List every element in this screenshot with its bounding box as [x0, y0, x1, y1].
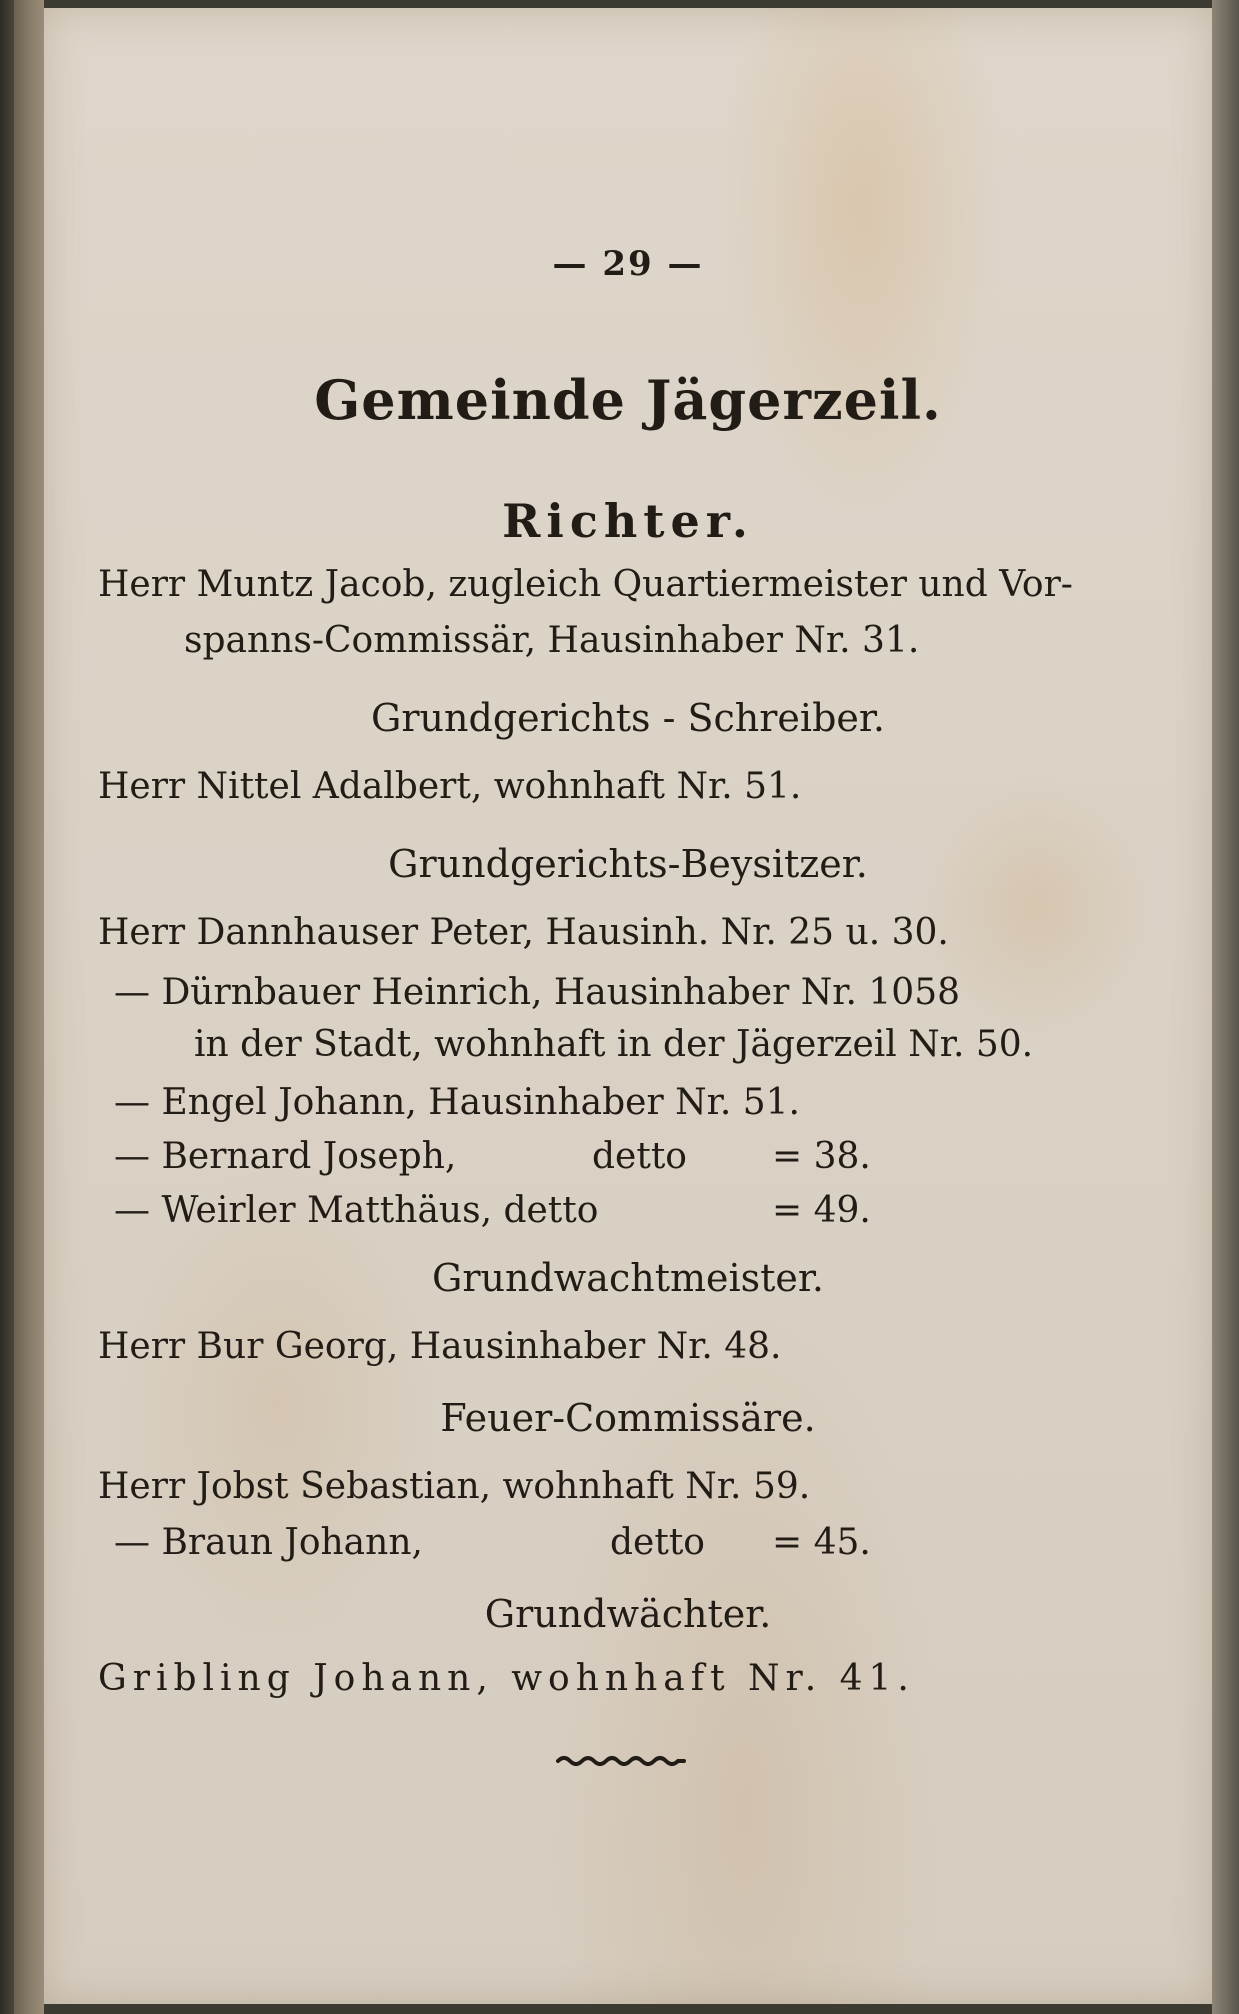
entry-line: — Engel Johann, Hausinhaber Nr. 51. [114, 1082, 800, 1123]
book-binding [14, 0, 44, 2014]
page-title: Gemeinde Jägerzeil. [314, 368, 942, 432]
entry-line: Herr Dannhauser Peter, Hausinh. Nr. 25 u. 30. [98, 912, 949, 953]
page-stack-edge [1212, 0, 1239, 2014]
book-page [44, 8, 1212, 2004]
section-heading-feuer: Feuer-Commissäre. [440, 1396, 816, 1440]
section-heading-beysitzer: Grundgerichts-Beysitzer. [388, 842, 868, 886]
section-heading-schreiber: Grundgerichts - Schreiber. [371, 696, 885, 740]
number-ref: = 49. [772, 1190, 871, 1231]
entry-line: spanns-Commissär, Hausinhaber Nr. 31. [184, 620, 920, 661]
number-ref: = 45. [772, 1522, 871, 1563]
entry-line: Herr Muntz Jacob, zugleich Quartiermeister und Vor- [98, 564, 1073, 605]
page-number: — 29 — [552, 244, 704, 284]
entry-line: Herr Jobst Sebastian, wohnhaft Nr. 59. [98, 1466, 811, 1507]
entry-line: — Weirler Matthäus, detto [114, 1190, 599, 1231]
detto-mark: detto [592, 1136, 687, 1177]
entry-line: in der Stadt, wohnhaft in der Jägerzeil Nr. 50. [194, 1024, 1034, 1065]
section-heading-wachtmeister: Grundwachtmeister. [431, 1256, 824, 1300]
detto-mark: detto [610, 1522, 705, 1563]
section-heading-richter: Richter. [502, 494, 754, 548]
entry-line: — Braun Johann, [114, 1522, 423, 1563]
decorative-rule-ornament [556, 1754, 686, 1768]
number-ref: = 38. [772, 1136, 871, 1177]
entry-line: — Dürnbauer Heinrich, Hausinhaber Nr. 1058 [114, 972, 961, 1013]
entry-line: Gribling Johann, wohnhaft Nr. 41. [98, 1658, 915, 1699]
section-heading-waechter: Grundwächter. [484, 1592, 772, 1636]
previous-page-edge [0, 0, 14, 2014]
entry-line: Herr Bur Georg, Hausinhaber Nr. 48. [98, 1326, 782, 1367]
entry-line: Herr Nittel Adalbert, wohnhaft Nr. 51. [98, 766, 802, 807]
entry-line: — Bernard Joseph, [114, 1136, 457, 1177]
